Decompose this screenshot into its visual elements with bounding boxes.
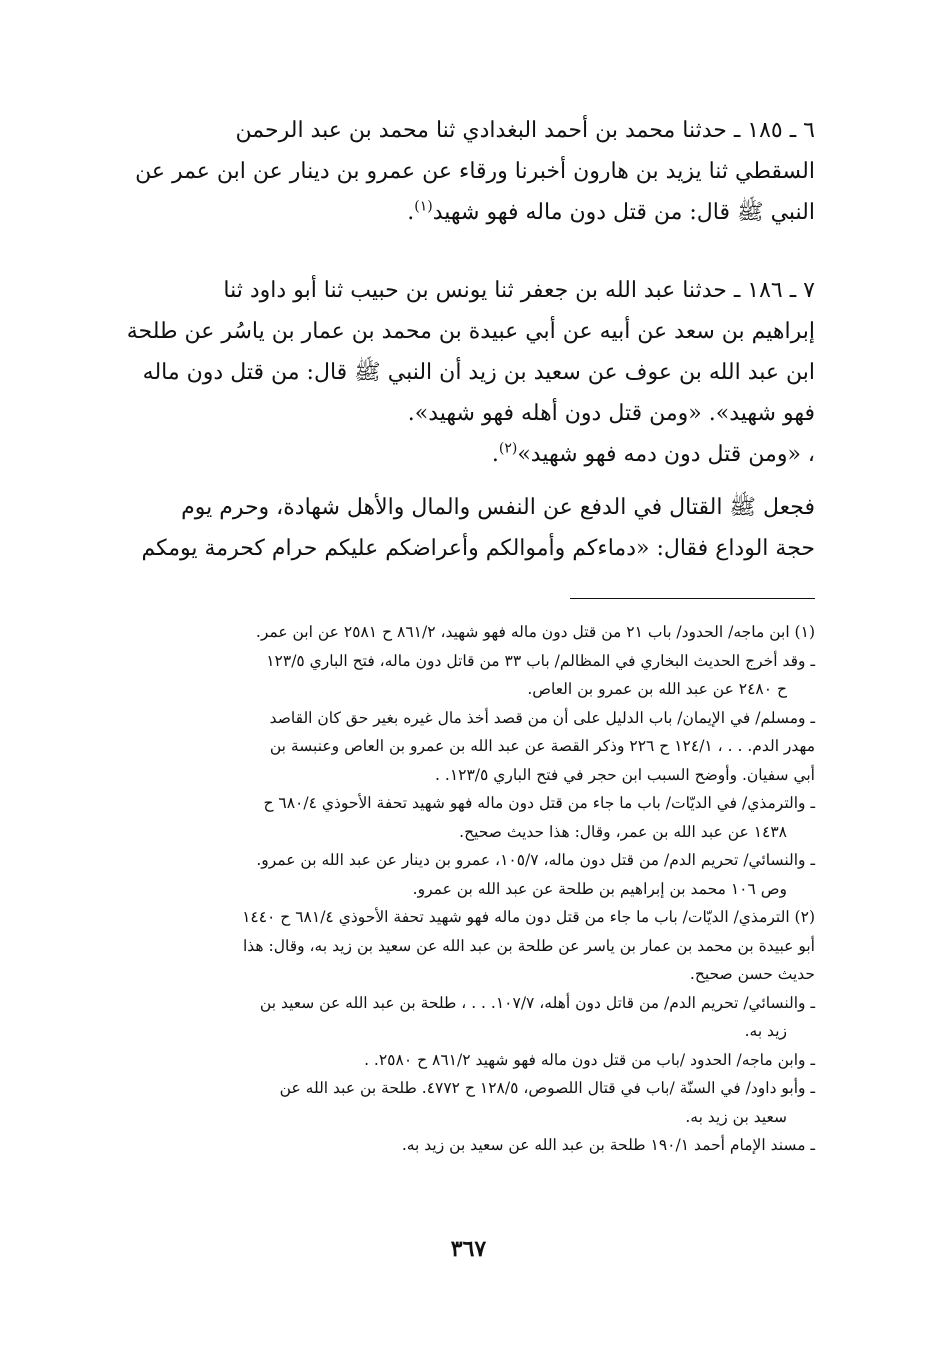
text-line: فهو شهيد». «ومن قتل دون أهله فهو شهيد».: [407, 401, 815, 426]
footnote-line-wrap: [120, 1103, 815, 1132]
text-line-content: ، «ومن قتل دون دمه فهو شهيد»: [517, 442, 815, 467]
footnote-line-wrap: [120, 875, 815, 904]
footnote-line: ـ والترمذي/ في الديّات/ باب ما جاء من قتل دون ماله فهو شهيد تحفة الأحوذي ٦٨٠/٤ ح: [263, 794, 815, 812]
footnote-line: ـ ومسلم/ في الإيمان/ باب الدليل على أن من قصد أخذ مال غيره بغير حق كان القاصد: [269, 708, 815, 727]
footnote-entry: [120, 789, 815, 846]
footnote-line: ـ وأبو داود/ في السنّة /باب في قتال اللصوص، ١٢٨/٥ ح ٤٧٧٢. طلحة بن عبد الله عن: [279, 1079, 815, 1097]
text-line: ، «ومن قتل دون دمه فهو شهيد»$^{(٢)}$.: [491, 440, 815, 467]
main-text: [120, 110, 815, 569]
footnote-entry: [120, 1074, 815, 1131]
footnote-entry: [120, 647, 815, 704]
footnote-divider: [570, 598, 815, 599]
text-line-content: النبي ﷺ قال: من قتل دون ماله فهو شهيد: [432, 200, 815, 225]
footnote-ref-1[interactable]: (١): [414, 198, 433, 215]
footnote-entry: [120, 704, 815, 790]
footnote-line: ـ والنسائي/ تحريم الدم/ من قاتل دون أهله، ١٠٧/٧. . . ، طلحة بن عبد الله عن سعيد بن: [259, 993, 815, 1012]
footnote-line: ـ مسند الإمام أحمد ١٩٠/١ طلحة بن عبد الله عن سعيد بن زيد به.: [401, 1136, 815, 1154]
footnote-line-wrap: [120, 675, 815, 704]
footnote-line: مهدر الدم. . . ، ١٢٤/١ ح ٢٢٦ وذكر القصة عن عبد الله بن عمرو بن العاص وعنبسة بن: [269, 737, 815, 755]
hadith-186: [120, 270, 815, 475]
footnote-line: سعيد بن زيد به.: [685, 1107, 787, 1126]
footnote-line: ١٤٣٨ عن عبد الله بن عمر، وقال: هذا حديث صحيح.: [459, 822, 787, 841]
text-line: فجعل ﷺ القتال في الدفع عن النفس والمال والأهل شهادة، وحرم يوم: [181, 495, 815, 520]
footnote-line: حديث حسن صحيح.: [689, 965, 815, 983]
footnotes: [120, 618, 815, 1160]
text-line: النبي ﷺ قال: من قتل دون ماله فهو شهيد$^{(١)}$.: [407, 198, 815, 225]
page-number: ٣٦٧: [450, 1236, 487, 1262]
footnote-line: أبي سفيان. وأوضح السبب ابن حجر في فتح الباري ١٢٣/٥. .: [435, 765, 815, 784]
footnote-entry: [120, 1046, 815, 1075]
footnote-line: أبو عبيدة بن محمد بن عمار بن ياسر عن طلحة بن عبد الله عن سعيد بن زيد به، وقال: هذا: [242, 936, 815, 955]
footnote-line: ـ وقد أخرج الحديث البخاري في المظالم/ باب ٣٣ من قاتل دون ماله، فتح الباري ١٢٣/٥: [266, 651, 815, 670]
footnote-line: (١) ابن ماجه/ الحدود/ باب ٢١ من قتل دون ماله فهو شهيد، ٨٦١/٢ ح ٢٥٨١ عن ابن عمر.: [255, 623, 815, 641]
text-line: حجة الوداع فقال: «دماءكم وأموالكم وأعراضكم عليكم حرام كحرمة يومكم: [141, 536, 815, 561]
footnote-line: ـ والنسائي/ تحريم الدم/ من قتل دون ماله، ١٠٥/٧، عمرو بن دينار عن عبد الله بن عمرو.: [256, 851, 815, 869]
footnote-line: ـ وابن ماجه/ الحدود /باب من قتل دون ماله فهو شهيد ٨٦١/٢ ح ٢٥٨٠. .: [364, 1050, 815, 1069]
footnote-entry: [120, 1131, 815, 1160]
footnote-entry: [120, 989, 815, 1046]
text-line: السقطي ثنا يزيد بن هارون أخبرنا ورقاء عن عمرو بن دينار عن ابن عمر عن: [135, 159, 815, 184]
footnote-1: [120, 618, 815, 647]
text-line: ٧ ـ ١٨٦ ـ حدثنا عبد الله بن جعفر ثنا يونس بن حبيب ثنا أبو داود ثنا: [223, 278, 815, 303]
footnote-ref-2[interactable]: (٢): [498, 440, 518, 457]
footnote-line: ح ٢٤٨٠ عن عبد الله بن عمرو بن العاص.: [527, 680, 787, 698]
footnote-line: وص ١٠٦ محمد بن إبراهيم بن طلحة عن عبد الله بن عمرو.: [412, 879, 787, 898]
hadith-185: [120, 110, 815, 233]
footnote-entry: [120, 846, 815, 903]
footnote-2: [120, 903, 815, 989]
text-line: إبراهيم بن سعد عن أبيه عن أبي عبيدة بن محمد بن عمار بن ياسُر عن طلحة: [126, 319, 815, 344]
footnote-line: زيد به.: [744, 1022, 787, 1040]
text-line: ٦ ـ ١٨٥ ـ حدثنا محمد بن أحمد البغدادي ثنا محمد بن عبد الرحمن: [235, 118, 815, 143]
text-line: ابن عبد الله بن عوف عن سعيد بن زيد أن النبي ﷺ قال: من قتل دون ماله: [142, 360, 815, 385]
commentary-paragraph: [120, 487, 815, 569]
footnote-line-wrap: [120, 1017, 815, 1046]
footnote-line: (٢) الترمذي/ الديّات/ باب ما جاء من قتل دون ماله فهو شهيد تحفة الأحوذي ٦٨١/٤ ح ١٤٤٠: [242, 908, 815, 926]
footnote-line-wrap: [120, 818, 815, 847]
